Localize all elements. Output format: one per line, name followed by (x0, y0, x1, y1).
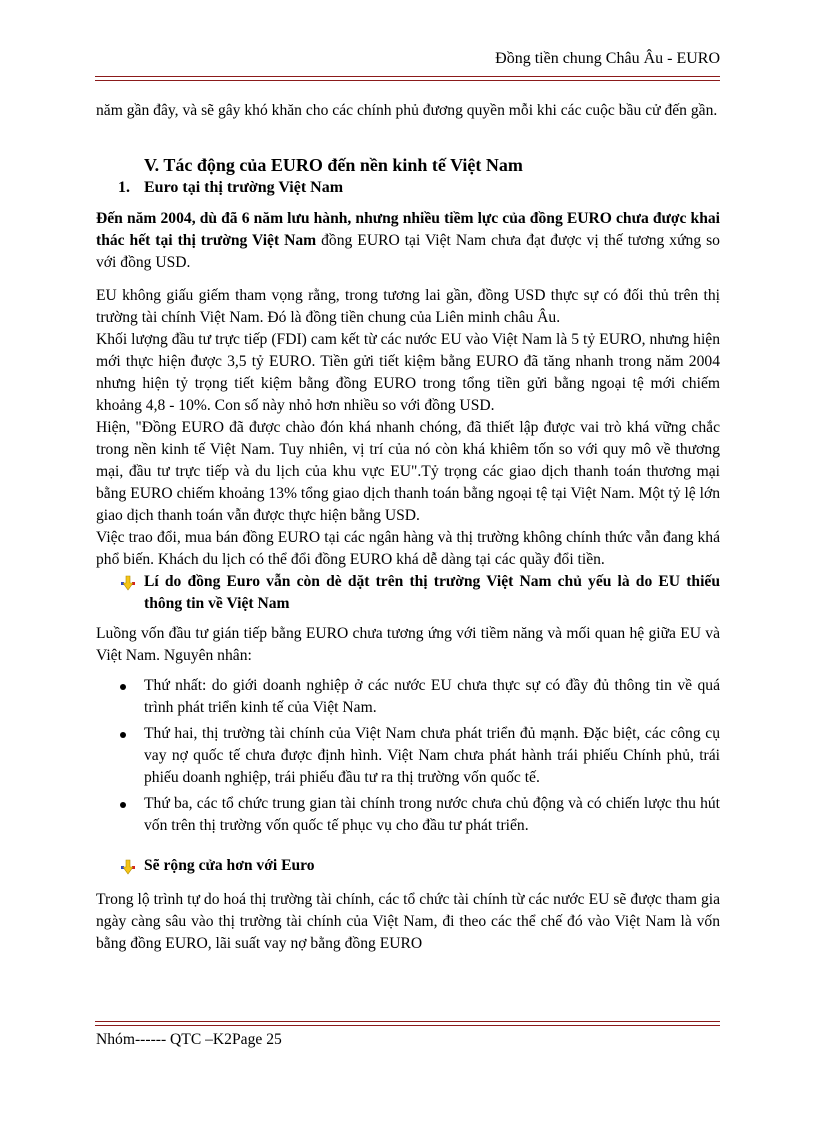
bullet-dot (120, 684, 126, 690)
sub-heading-number: 1. (118, 179, 130, 196)
bullet-dot (120, 732, 126, 738)
paragraph-4: Hiện, "Đồng EURO đã được chào đón khá nhanh chóng, đã thiết lập được vai trò khá vững chắc trong nền kinh tế Việt Nam. Tuy nhiên, vị trí của nó còn khá khiêm tốn so với quy mô về thương mại, đầu tư trực tiếp và du lịch của khu vực EU".Tỷ trọng các giao dịch thanh toán thương mại bằng EURO chiếm khoảng 13% tổng giao dịch thanh toán bằng ngoại tệ tại Việt Nam. Một tỷ lệ lớn giao dịch thanh toán vẫn được thực hiện bằng USD. (96, 419, 720, 524)
list-item (96, 793, 720, 837)
section-heading: V. Tác động của EURO đến nền kinh tế Việt Nam (144, 155, 523, 175)
arrow-down-icon (120, 575, 136, 591)
paragraph-3: Khối lượng đầu tư trực tiếp (FDI) cam kết từ các nước EU vào Việt Nam là 5 tỷ EURO, nhưng hiện mới thực hiện được 3,5 tỷ EURO. Tiền gửi tiết kiệm bằng EURO đã tăng nhanh trong năm 2004 nhưng hiện tỷ trọng tiết kiệm bằng đồng EURO trong tổng tiền gửi bằng ngoại tệ mới chiếm khoảng 4,8 - 10%. Con số này nhỏ hơn nhiều so với đồng USD. (96, 331, 720, 414)
sub-heading-text: Euro tại thị trường Việt Nam (144, 179, 344, 196)
paragraph-1-rest: đồng EURO tại Việt Nam chưa đạt được vị thế tương xứng so với đồng USD. (96, 232, 720, 271)
arrow-down-icon (120, 859, 136, 875)
sub-heading (96, 176, 720, 200)
footer-rule (95, 1021, 720, 1026)
list-item-text: Thứ nhất: do giới doanh nghiệp ở các nước EU chưa thực sự có đầy đủ thông tin về quá trình phát triển kinh tế của Việt Nam. (144, 677, 720, 716)
list-item (96, 675, 720, 719)
heading-reason (96, 571, 720, 615)
paragraph-7: Trong lộ trình tự do hoá thị trường tài chính, các tổ chức tài chính từ các nước EU sẽ được tham gia ngày càng sâu vào thị trường tài chính của Việt Nam, đi theo các thể chế đó vào Việt Nam là vốn bằng đồng EURO, lãi suất vay nợ bằng đồng EURO (96, 891, 720, 952)
intro-paragraph: năm gần đây, và sẽ gây khó khăn cho các chính phủ đương quyền mỗi khi các cuộc bầu cử đến gần. (96, 102, 718, 119)
heading-reason-text: Lí do đồng Euro vẫn còn dè dặt trên thị trường Việt Nam chủ yếu là do EU thiếu thông tin về Việt Nam (144, 573, 720, 612)
paragraph-1 (96, 208, 720, 274)
paragraph-2: EU không giấu giếm tham vọng rằng, trong tương lai gần, đồng USD thực sự có đối thủ trên thị trường tài chính Việt Nam. Đó là đồng tiền chung của Liên minh châu Âu. (96, 287, 720, 326)
page-header-title: Đồng tiền chung Châu Âu - EURO (495, 50, 720, 67)
list-item-text: Thứ ba, các tổ chức trung gian tài chính trong nước chưa chủ động và có chiến lược thu hút vốn trên thị trường vốn quốc tế phục vụ cho đầu tư phát triển. (144, 795, 720, 834)
heading-open-door-text: Sẽ rộng cửa hơn với Euro (144, 857, 315, 874)
document-body (96, 100, 720, 955)
reasons-list (96, 675, 720, 837)
paragraph-5: Việc trao đổi, mua bán đồng EURO tại các ngân hàng và thị trường không chính thức vẫn đang khá phổ biến. Khách du lịch có thể đổi đồng EURO khá dễ dàng tại các quầy đổi tiền. (96, 529, 720, 568)
paragraph-1-bold: Đến năm 2004, dù đã 6 năm lưu hành, nhưng nhiều tiềm lực của đồng EURO chưa được khai thác hết tại thị trường Việt Nam (96, 210, 720, 249)
header-rule (95, 76, 720, 81)
list-item (96, 723, 720, 789)
paragraph-6: Luồng vốn đầu tư gián tiếp bằng EURO chưa tương ứng với tiềm năng và mối quan hệ giữa EU và Việt Nam. Nguyên nhân: (96, 625, 720, 664)
heading-open-door (96, 855, 720, 877)
list-item-text: Thứ hai, thị trường tài chính của Việt Nam chưa phát triển đủ mạnh. Đặc biệt, các công cụ vay nợ quốc tế chưa được định hình. Việt Nam chưa phát hành trái phiếu Chính phủ, trái phiếu doanh nghiệp, trái phiếu đầu tư ra thị trường vốn quốc tế. (144, 725, 720, 786)
page-footer: Nhóm------ QTC –K2Page 25 (96, 1031, 282, 1048)
bullet-dot (120, 802, 126, 808)
